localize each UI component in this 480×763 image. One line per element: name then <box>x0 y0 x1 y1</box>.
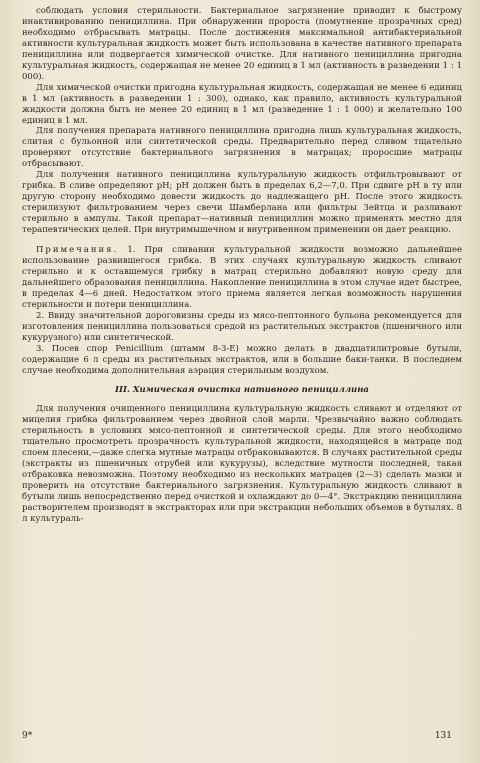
notes-block <box>22 245 462 376</box>
body-text <box>22 6 462 525</box>
notes-heading: Примечания. <box>36 245 119 256</box>
paragraph: Для получения очищенного пенициллина культуральную жидкость сливают и отделяют от мицелия грибка фильтрованием через двойной слой марли. Чрезвычайно важно соблюдать стерильность в условиях мясо-пептонной и синтетической среды. Для этого необходимо тщательно просмотреть прозрачность культуральной жидкости, находящейся в матраце под слоем плесени,—даже слегка мутные матрацы отбраковываются. В случаях растительной среды (экстракты из пшеничных отрубей или кукурузы), вследствие мутности последней, такая отбраковка невозможна. Поэтому необходимо из нескольких матрацев (2—3) сделать мазки и проверить на отсутствие бактериального загрязнения. Культуральную жидкость сливают в бутыли лишь непосредственно перед очисткой и охлаждают до 0—4°. Экстракцию пенициллина растворителем производят в экстракторах или при экстракции небольших объемов в бутылях. 8 л культураль- <box>22 404 462 524</box>
note-text: 1. При сливании культуральной жидкости возможно дальнейшее использование развившегося грибка. В этих случаях культуральную жидкость сливают стерильно и к оставшемуся грибку в матрац стерильно добавляют новую среду для дальнейшего образования пенициллина. Накопление пенициллина в этом случае идет быстрее, в пределах 4—6 дней. Недостатком этого приема является легкая возможность нарушения стерильности и потери пенициллина. <box>22 245 463 310</box>
paragraph: Для получения нативного пенициллина культуральную жидкость отфильтровывают от грибка. В сливе определяют pH; pH должен быть в пределах 6,2—7,0. При сдвиге pH в ту или другую сторону необходимо довести жидкость до надлежащего pH. После этого жидкость стерилизуют фильтрованием через свечи Шамберлана или фильтры Зейтца и разливают стерильно в ампулы. Такой препарат—нативный пенициллин можно применять местно для терапевтических целей. При внутримышечном и внутривенном применении он дает реакцию. <box>22 170 462 236</box>
paragraph: Для получения препарата нативного пенициллина пригодна лишь культуральная жидкость, слитая с бульонной или синтетической среды. Предварительно перед сливом тщательно проверяют отсутствие бактериального загрязнения в матрацах; проросшие матрацы отбрасывают. <box>22 126 462 170</box>
paragraph: соблюдать условия стерильности. Бактериальное загрязнение приводит к быстрому инактивированию пенициллина. При обнаружении пророста (помутнение прозрачных сред) необходимо отбрасывать матрацы. После достижения максимальной антибактериальной активности культуральная жидкость может быть использована в качестве нативного препарата пенициллина или подвергается химической очистке. Для нативного пенициллина пригодна культуральная жидкость, содержащая не менее 20 единиц в 1 мл (активность в разведении 1 : 1 000). <box>22 6 462 82</box>
note-item: 3. Посев спор Penicillium (штамм 8-3-Е) можно делать в двадцатилитровые бутыли, содержащие 6 л среды из растительных экстрактов, или в большие баки-танки. В последнем случае необходима дополнительная аэрация стерильным воздухом. <box>22 343 462 376</box>
page-number: 131 <box>434 731 452 741</box>
page-footer <box>22 731 452 741</box>
section-title: III. Химическая очистка нативного пенициллина <box>115 385 369 396</box>
note-item: 2. Ввиду значительной дороговизны среды из мясо-пептонного бульона рекомендуется для изготовления пенициллина пользоваться средой из растительных экстрактов (пшеничного или кукурузного) или синтетической. <box>22 310 462 343</box>
signature-mark: 9* <box>22 731 33 741</box>
paragraph: Для химической очистки пригодна культуральная жидкость, содержащая не менее 6 единиц в 1 мл (активность в разведении 1 : 300), однако, как правило, активность культуральной жидкости должна быть не менее 20 единиц в 1 мл (разведение 1 : 1 000) и желательно 100 единиц в 1 мл. <box>22 82 462 126</box>
note-item <box>22 245 462 311</box>
